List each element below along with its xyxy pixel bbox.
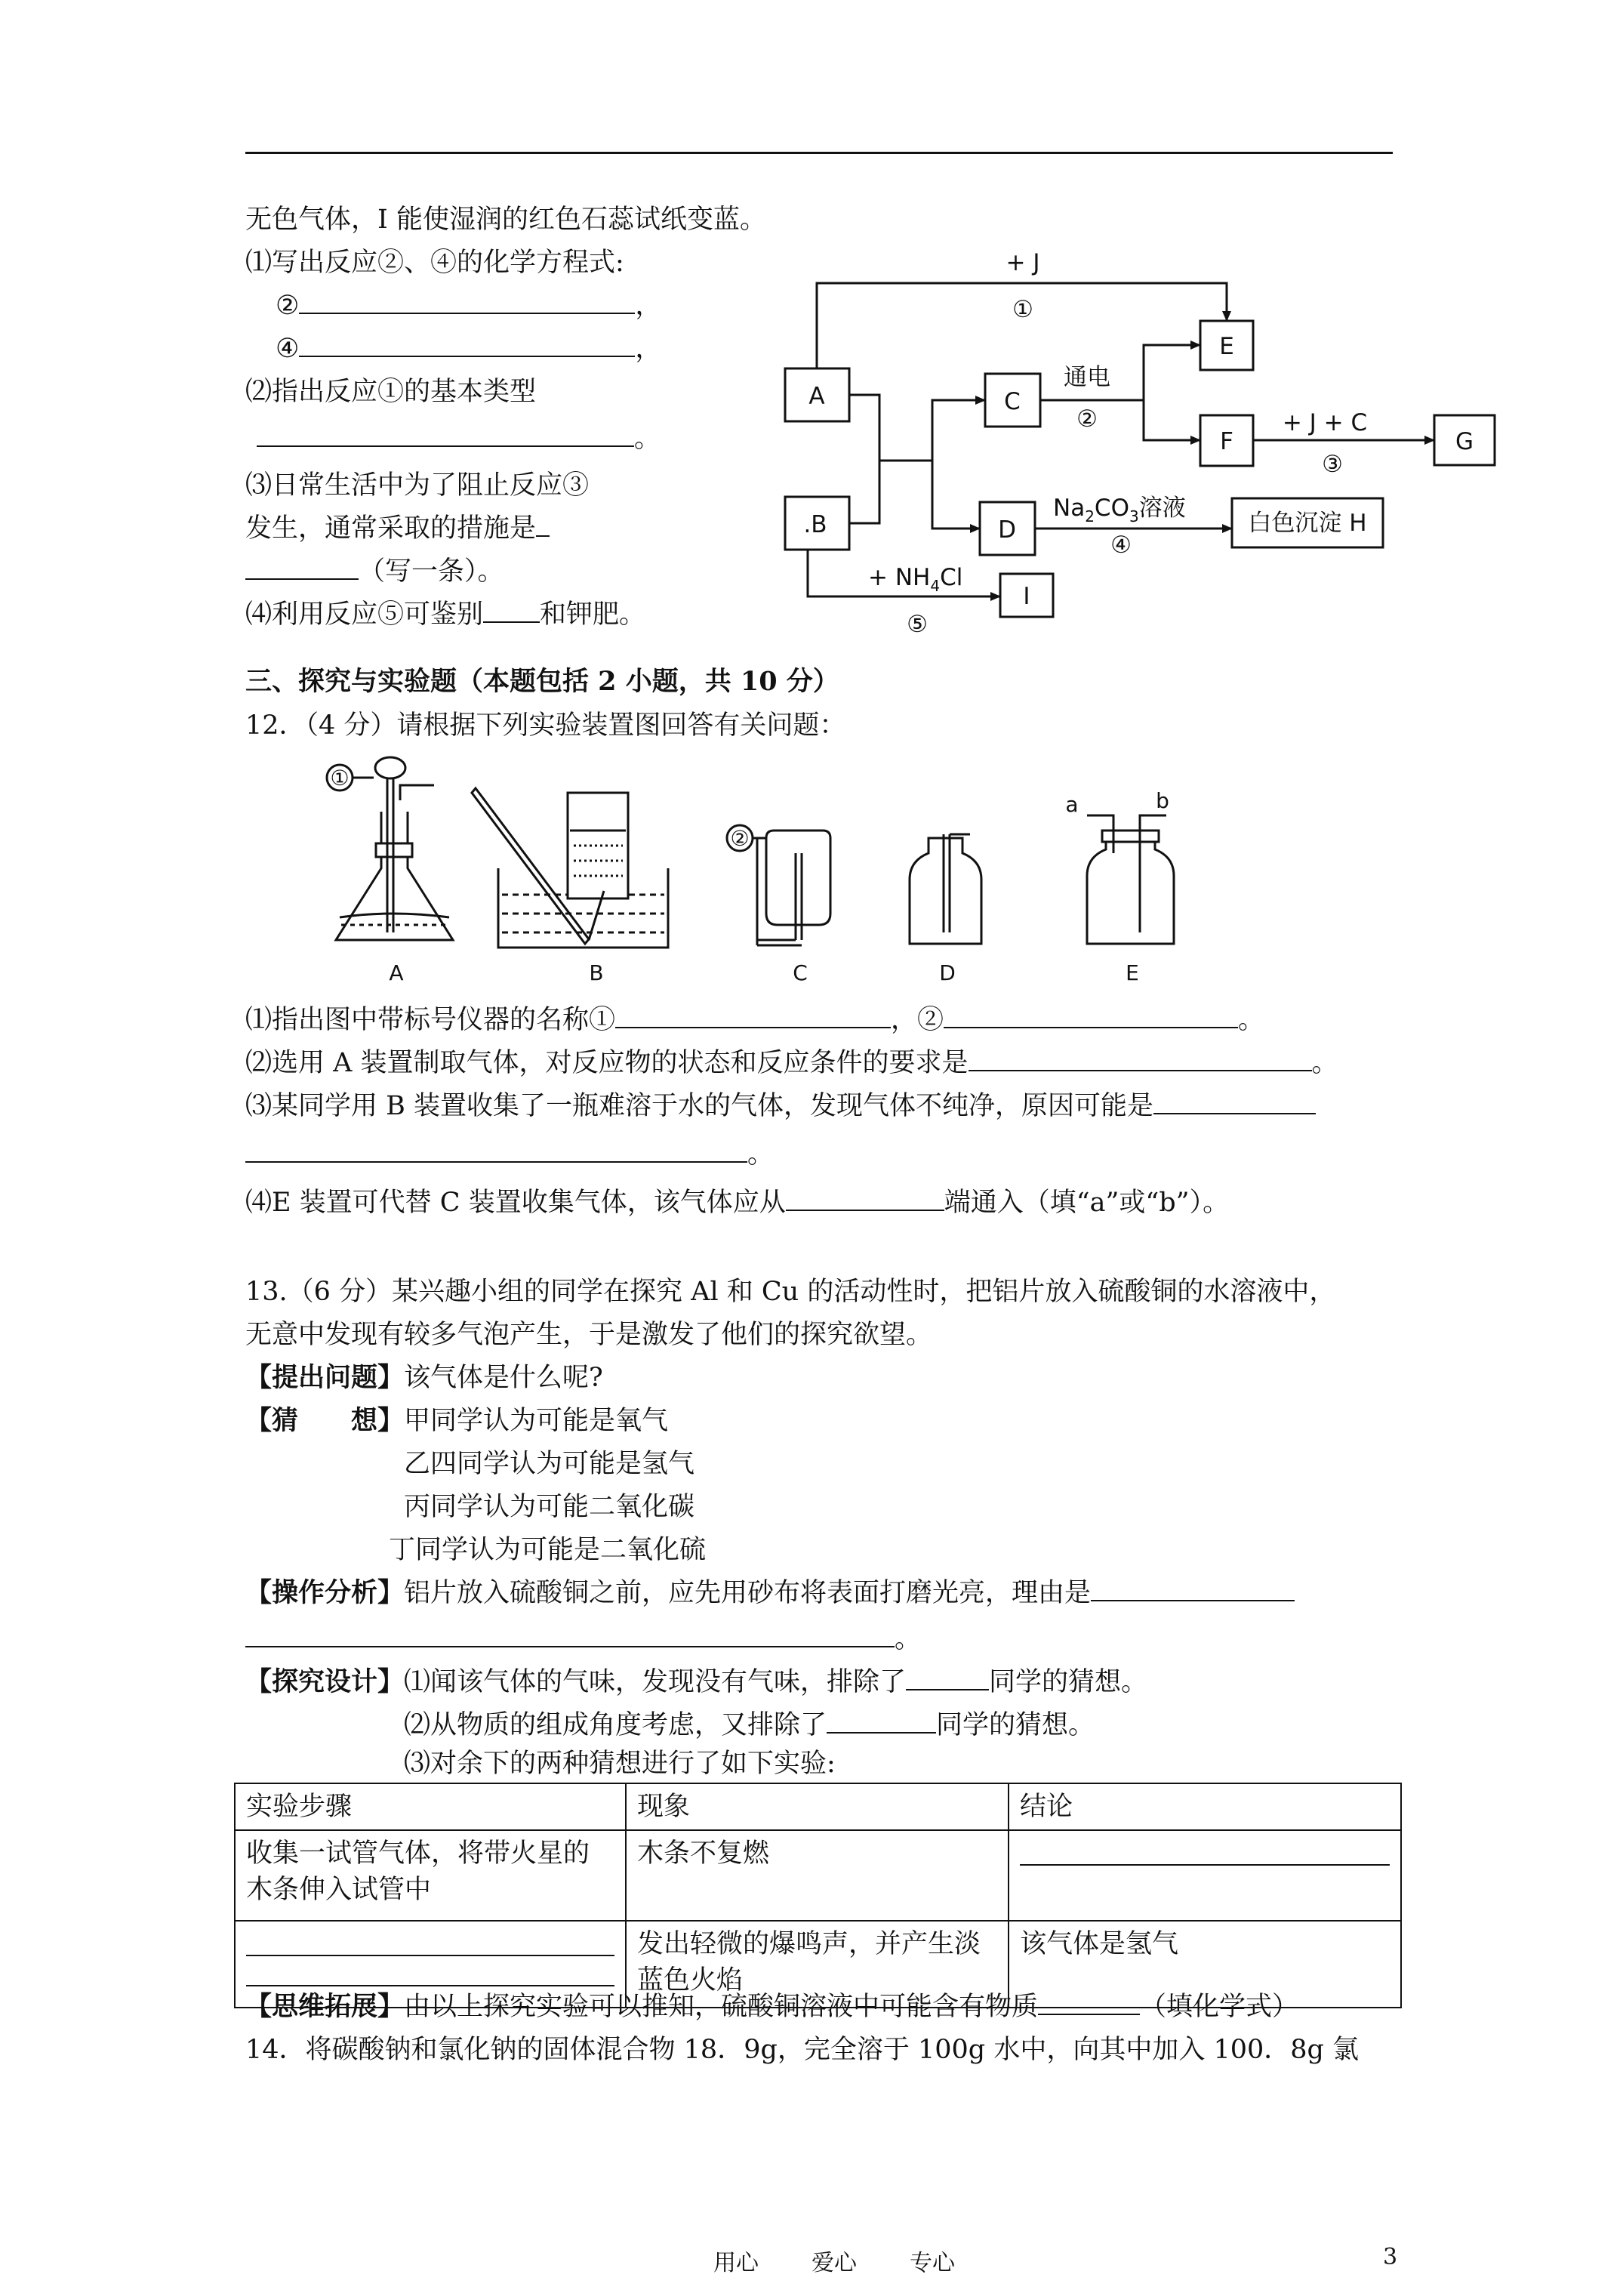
- q12-part3-cont: [245, 1139, 774, 1170]
- reason-blank-b[interactable]: [245, 1623, 895, 1647]
- step-blank-a[interactable]: [246, 1926, 614, 1956]
- q12-part4-end: 端通入（填“a”或“b”）。: [944, 1188, 1230, 1218]
- table-header-row: [235, 1783, 1401, 1830]
- node-B: .B: [803, 511, 827, 538]
- edge-C-F: [1144, 400, 1200, 440]
- header-conclusion: 结论: [1009, 1783, 1401, 1830]
- label-reaction-3: ③: [1322, 451, 1343, 478]
- ext-label: 【思维拓展】: [245, 1991, 405, 2022]
- q13-operation: [245, 1577, 1295, 1609]
- label-a: a: [1065, 792, 1079, 817]
- guess-1: 甲同学认为可能是氧气: [404, 1406, 669, 1436]
- q13-design-2: [404, 1709, 1095, 1741]
- excluded-student-blank-2[interactable]: [827, 1709, 936, 1734]
- q12-part1-end: 。: [1238, 1005, 1265, 1035]
- q12-part2-text: ⑵选用 A 装置制取气体，对反应物的状态和反应条件的要求是: [245, 1048, 969, 1078]
- reason-blank-a[interactable]: [1091, 1577, 1295, 1601]
- q14-text: 14．将碳酸钠和氯化钠的固体混合物 18．9g，完全溶于 100g 水中，向其中加入 100．8g 氯: [245, 2035, 1360, 2065]
- ask-text: 该气体是什么呢?: [404, 1363, 603, 1393]
- q12-part1: [245, 1004, 1264, 1036]
- label-reaction-2: ②: [1076, 405, 1098, 433]
- node-C: C: [1004, 388, 1021, 415]
- ext-text: 由以上探究实验可以推知，硫酸铜溶液中可能含有物质: [404, 1992, 1039, 2022]
- edge-to-D: [932, 461, 980, 529]
- instrument1-blank[interactable]: [615, 1004, 891, 1028]
- experiment-table: [234, 1783, 1402, 2008]
- ask-label: 【提出问题】: [245, 1362, 405, 1393]
- instrument2-blank[interactable]: [944, 1004, 1238, 1028]
- node-H: 白色沉淀 H: [1248, 510, 1367, 537]
- section3-title: 三、探究与实验题（本题包括 2 小题，共 10 分）: [245, 666, 839, 697]
- footer-motto-2: 爱心: [812, 2250, 857, 2276]
- q13-operation-cont: [245, 1623, 921, 1655]
- edge-A-merge: [849, 395, 879, 461]
- page-number: 3: [1383, 2244, 1398, 2270]
- q13-extension: [245, 1991, 1298, 2023]
- q13-title-2: 无意中发现有较多气泡产生，于是激发了他们的探究欲望。: [245, 1320, 933, 1350]
- label-na2co3: $Na_2CO_3$溶液: [1053, 495, 1186, 525]
- guess-4: 丁同学认为可能是二氧化硫: [389, 1535, 707, 1565]
- q13-title-1: 13.（6 分）某兴趣小组的同学在探究 Al 和 Cu 的活动性时，把铝片放入硫酸铜的水溶液中，: [245, 1277, 1336, 1307]
- excluded-student-blank-1[interactable]: [906, 1666, 989, 1690]
- apparatus-label-E: E: [1126, 960, 1139, 985]
- period: 。: [634, 424, 661, 454]
- q11-part4-text: ⑷利用反应⑤可鉴别: [245, 599, 484, 630]
- q11-part2: ⑵指出反应①的基本类型: [245, 377, 537, 407]
- node-F: F: [1220, 428, 1233, 455]
- q12-part1-text: ⑴指出图中带标号仪器的名称①: [245, 1005, 616, 1035]
- q11-part3c-text: （写一条）。: [359, 556, 504, 587]
- label-reaction-4: ④: [1110, 532, 1132, 559]
- apparatus-label-A: A: [389, 960, 404, 985]
- label-reaction-1: ①: [1012, 296, 1033, 323]
- q11-part4-end: 和钾肥。: [540, 599, 646, 630]
- q13-question: [245, 1362, 603, 1394]
- conclusion-blank[interactable]: [1020, 1835, 1390, 1866]
- q13-design-1: [245, 1666, 1147, 1698]
- guess-label: 【猜 想】: [245, 1405, 405, 1436]
- reaction-flow-diagram: [0, 0, 1623, 664]
- apparatus-label-D: D: [939, 960, 956, 985]
- design-2-text: ⑵从物质的组成角度考虑，又排除了: [404, 1710, 827, 1740]
- guess-2: 乙四同学认为可能是氢气: [404, 1449, 695, 1479]
- node-E: E: [1219, 333, 1234, 360]
- row2-conclusion: 该气体是氢气: [1009, 1921, 1401, 2008]
- node-I: I: [1023, 583, 1030, 610]
- comma: ，: [635, 291, 662, 321]
- q13-design-3: ⑶对余下的两种猜想进行了如下实验:: [404, 1749, 836, 1779]
- row1-conclusion[interactable]: [1009, 1830, 1401, 1921]
- impurity-reason-blank-b[interactable]: [245, 1139, 747, 1163]
- label-plus-J-C: + J + C: [1282, 409, 1368, 436]
- eq4-label: ④: [276, 334, 300, 364]
- node-G: G: [1455, 428, 1474, 455]
- q12-part4-text: ⑷E 装置可代替 C 装置收集气体，该气体应从: [245, 1188, 786, 1218]
- label-reaction-5: ⑤: [907, 611, 928, 638]
- q12-part3-end: 。: [747, 1139, 775, 1170]
- node-D: D: [998, 516, 1016, 544]
- label-b: b: [1156, 788, 1169, 813]
- q13-guess: [245, 1405, 668, 1437]
- edge-to-C: [932, 400, 985, 461]
- q11-intro: 无色气体，I 能使湿润的红色石蕊试纸变蓝。: [245, 205, 766, 235]
- apparatus-B-trough: [472, 788, 668, 948]
- design-label: 【探究设计】: [245, 1666, 405, 1697]
- ext-end: （填化学式）: [1140, 1992, 1299, 2022]
- marker-1: ①: [330, 766, 350, 791]
- q12-part2-end: 。: [1311, 1048, 1338, 1078]
- apparatus-D-bottle: [910, 834, 981, 944]
- edge-B-merge: [849, 461, 879, 523]
- formula-blank[interactable]: [1038, 1991, 1140, 2015]
- row1-step: 收集一试管气体，将带火星的木条伸入试管中: [235, 1830, 626, 1921]
- comma: ，: [635, 334, 662, 364]
- q12-part2: [245, 1047, 1338, 1079]
- design-2-end: 同学的猜想。: [936, 1710, 1095, 1740]
- op-end: 。: [895, 1624, 922, 1654]
- step-blank-b[interactable]: [246, 1956, 614, 1986]
- impurity-reason-blank-a[interactable]: [1153, 1090, 1316, 1114]
- q12-title: 12．（4 分）请根据下列实验装置图回答有关问题：: [245, 710, 846, 741]
- header-phenomenon: 现象: [626, 1783, 1009, 1830]
- label-nh4cl: + $NH_4Cl$: [868, 564, 963, 595]
- row1-phenomenon: 木条不复燃: [626, 1830, 1009, 1921]
- q11-part3a: ⑶日常生活中为了阻止反应③: [245, 470, 590, 501]
- op-text: 铝片放入硫酸铜之前，应先用砂布将表面打磨光亮，理由是: [404, 1578, 1092, 1608]
- label-plus-J: + J: [1006, 249, 1040, 276]
- edge-C-E: [1144, 345, 1200, 400]
- inlet-end-blank[interactable]: [786, 1187, 944, 1211]
- row2-phenomenon: 发出轻微的爆鸣声，并产生淡蓝色火焰: [626, 1921, 1009, 2008]
- conditions-blank[interactable]: [969, 1047, 1312, 1071]
- q11-part3b-text: 发生，通常采取的措施是: [245, 513, 537, 544]
- design-1-text: ⑴闻该气体的气味，发现没有气味，排除了: [404, 1667, 907, 1697]
- apparatus-label-C: C: [793, 960, 808, 985]
- eq2-label: ②: [276, 291, 300, 321]
- q11-part1: ⑴写出反应②、④的化学方程式:: [245, 248, 624, 278]
- q12-part1-mid: ，②: [891, 1005, 944, 1035]
- apparatus-figure: [0, 747, 1623, 989]
- table-row: [235, 1830, 1401, 1921]
- q12-part3-text: ⑶某同学用 B 装置收集了一瓶难溶于水的气体，发现气体不纯净，原因可能是: [245, 1091, 1153, 1121]
- footer-motto-3: 专心: [910, 2250, 955, 2276]
- footer-motto-1: 用心: [713, 2250, 759, 2276]
- marker-2: ②: [730, 826, 750, 851]
- apparatus-E-bottle: [1087, 815, 1174, 944]
- header-step: 实验步骤: [235, 1783, 626, 1830]
- q12-part3: [245, 1090, 1316, 1122]
- node-A: A: [808, 383, 825, 410]
- design-1-end: 同学的猜想。: [989, 1667, 1148, 1697]
- op-label: 【操作分析】: [245, 1577, 405, 1608]
- label-electrolysis: 通电: [1064, 364, 1110, 391]
- guess-3: 丙同学认为可能二氧化碳: [404, 1492, 695, 1522]
- q12-part4: [245, 1187, 1229, 1219]
- apparatus-label-B: B: [589, 960, 604, 985]
